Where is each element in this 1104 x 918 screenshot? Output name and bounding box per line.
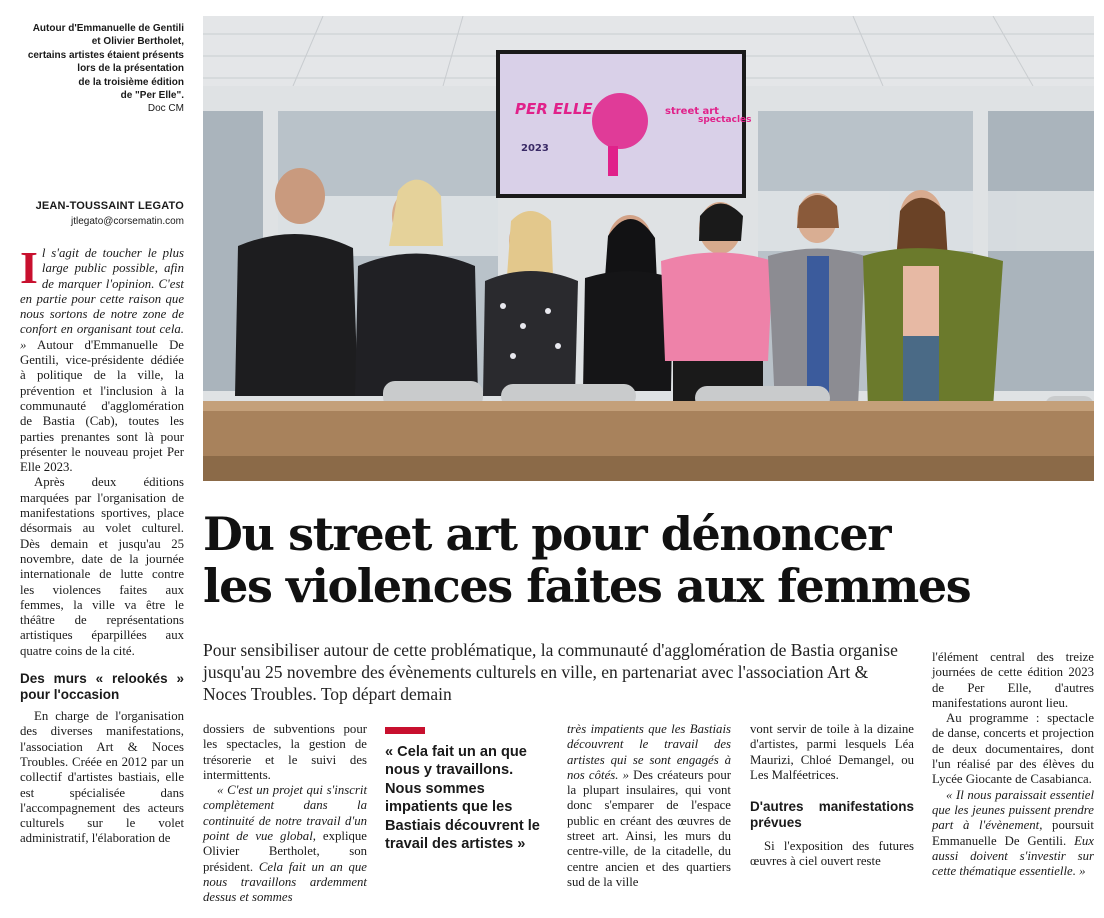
article-column-4 bbox=[750, 722, 914, 870]
quote-attribution: explique Olivier Bertholet, son président. bbox=[203, 829, 367, 874]
screen-title: PER ELLE bbox=[515, 100, 593, 118]
pull-quote-bar bbox=[385, 727, 425, 734]
author-name: JEAN-TOUSSAINT LEGATO bbox=[35, 200, 184, 212]
screen-symbol-icon bbox=[592, 93, 648, 149]
quote: « Il nous paraissait essentiel que les jeunes puissent prendre part à l'évènement, bbox=[932, 787, 1094, 833]
caption-line: Autour d'Emmanuelle de Gentili bbox=[32, 23, 184, 34]
intro-quote: l s'agit de toucher le plus large public possible, afin de marquer l'opinion. C'est en partie pour cette raison que nous sortons de notre zone de confort en organisant tout cela. » bbox=[20, 246, 184, 352]
headline bbox=[203, 508, 1094, 612]
author-email[interactable]: jtlegato@corsematin.com bbox=[71, 216, 184, 227]
caption-line: de "Per Elle". bbox=[120, 90, 184, 102]
screen-label: street art bbox=[665, 106, 719, 117]
photo-illustration bbox=[203, 16, 1094, 481]
drop-cap: I bbox=[20, 242, 38, 293]
paragraph: Des créateurs pour la plupart insulaires, qui vont donc s'emparer de l'espace public en créant des œuvres de street art. Ainsi, les murs du centre-ville, de la citadelle, du centre ancien et des quartiers sud de la ville bbox=[567, 767, 731, 889]
paragraph: Si l'exposition des futures œuvres à ciel ouvert reste bbox=[750, 839, 914, 869]
headline-line: Du street art pour dénoncer bbox=[203, 507, 891, 561]
quote: « C'est un projet qui s'inscrit complètement dans la continuité de notre travail d'un point de vue global, bbox=[203, 783, 367, 844]
article-photo bbox=[203, 16, 1094, 481]
pull-quote-text: « Cela fait un an que nous y travaillons. Nous sommes impatients que les Bastiais découvrent le travail des artistes » bbox=[385, 744, 540, 853]
quote: très impatients que les Bastiais découvrent le travail des artistes qui se sont engagés à nos côtés. » bbox=[567, 722, 731, 782]
screen-label: spectacles bbox=[698, 115, 752, 125]
standfirst: Pour sensibiliser autour de cette problématique, la communauté d'agglomération de Bastia organise jusqu'au 25 novembre des évènements culturels en ville, en partenariat avec l'association Art & Noces Troubles. Top départ demain bbox=[203, 640, 898, 704]
quote: Eux aussi doivent s'investir sur cette thématique essentielle. » bbox=[932, 833, 1094, 879]
photo-credit: Doc CM bbox=[147, 103, 184, 115]
quote-attribution: poursuit Emmanuelle De Gentili. bbox=[932, 818, 1094, 848]
pull-quote bbox=[385, 727, 553, 853]
intro-text: Autour d'Emmanuelle De Gentili, vice-présidente dédiée à politique de la ville, la prévention et l'inclusion à la communauté d'agglomération de Bastia (Cab), toutes les parties prenantes sont là pour présenter le nouveau projet Per Elle 2023. bbox=[20, 337, 184, 475]
paragraph: Au programme : spectacle de danse, concerts et projection de deux documentaires, dont l'un réalisé par des élèves du Lycée Giocante de Casabianca. bbox=[932, 711, 1094, 787]
caption-line: et Olivier Bertholet, bbox=[91, 36, 184, 48]
paragraph: l'élément central des treize journées de cette édition 2023 de Per Elle, d'autres manifestations auront lieu. bbox=[932, 650, 1094, 710]
photo-caption bbox=[14, 22, 184, 116]
article-column-left bbox=[20, 242, 184, 847]
caption-line: lors de la présentation bbox=[77, 63, 184, 75]
headline-line: les violences faites aux femmes bbox=[203, 559, 971, 613]
caption-line: de la troisième édition bbox=[78, 76, 184, 88]
article-column-3 bbox=[567, 722, 731, 890]
article-column-5 bbox=[932, 650, 1094, 879]
paragraph: Après deux éditions marquées par l'organisation de manifestations sportives, place désormais au volet culturel. Dès demain et jusqu'au 25 novembre, date de la journée internationale de lutte contre les violences faites aux femmes, la ville va être le théâtre de représentations artistiques éparpillées aux quatre coins de la cité. bbox=[20, 475, 184, 658]
caption-line: certains artistes étaient présents bbox=[27, 49, 184, 61]
paragraph: dossiers de subventions pour les spectacles, la gestion de trésorerie et le suivi des intermittents. bbox=[203, 722, 367, 782]
paragraph: vont servir de toile à la dizaine d'artistes, parmi lesquels Léa Maurizi, Chloé Demangel, ou Les Malféetrices. bbox=[750, 722, 914, 782]
quote: Cela fait un an que nous travaillons ardemment dessus et sommes bbox=[203, 859, 367, 905]
section-subhead: Des murs « relookés » pour l'occasion bbox=[20, 671, 184, 703]
paragraph: En charge de l'organisation des diverses manifestations, l'association Art & Noces Troubles. Créée en 2012 par un collectif d'artistes bastiais, elle est spécialisée dans l'accompagnement des acteurs culturels sur le volet administratif, l'élaboration de bbox=[20, 709, 184, 846]
byline bbox=[14, 200, 184, 227]
section-subhead: D'autres manifestations prévues bbox=[750, 799, 914, 831]
screen-year: 2023 bbox=[521, 143, 549, 154]
article-column-2 bbox=[203, 722, 367, 906]
